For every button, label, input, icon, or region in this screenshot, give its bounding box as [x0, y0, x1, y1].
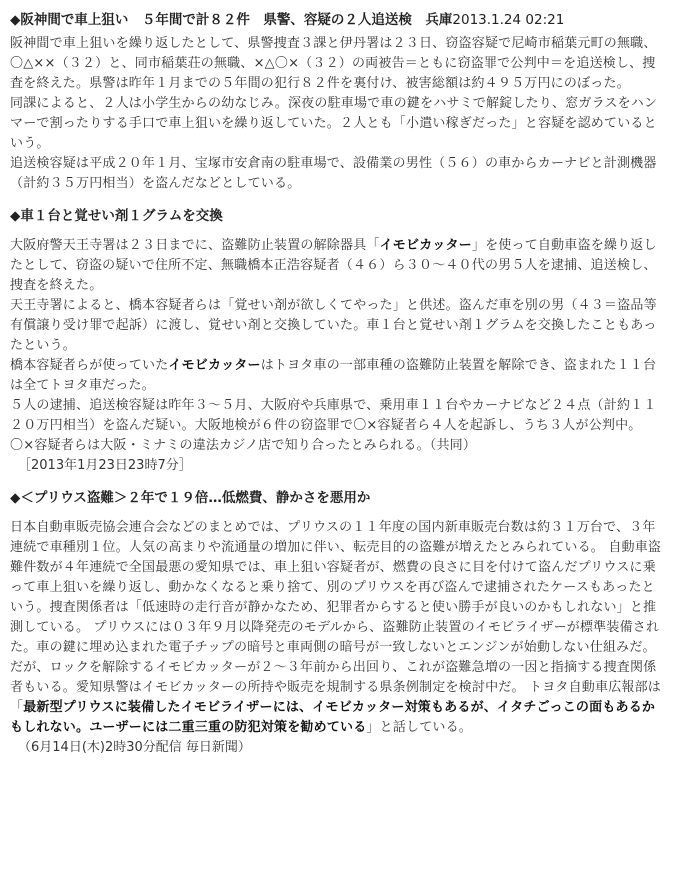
article-paragraph: 天王寺署によると、橋本容疑者らは「覚せい剤が欲しくてやった」と供述。盗んだ車を別の男（４３＝盗品等有償譲り受け罪で起訴）に渡し、覚せい剤と交換していた。車１台と覚せい剤１グラムを交換したこともあったという。 — [10, 298, 657, 353]
keyword-immobi-cutter: イモビカッター — [168, 358, 261, 373]
article-paragraph: ５人の逮捕、追送検容疑は昨年３～５月、大阪府や兵庫県で、乗用車１１台やカーナビなど２４点（計約１１２０万円相当）を盗んだ疑い。大阪地検が６件の窃盗罪で〇×容疑者ら４人を起訴し、うち３人が公判中。 — [10, 398, 657, 433]
article-paragraph: 大阪府警天王寺署は２３日までに、盗難防止装置の解除器具「イモビカッター」を使って自動車盗を繰り返したとして、窃盗の疑いで住所不定、無職橋本正浩容疑者（４６）ら３０～４０代の男５人を逮捕、追送検し、捜査を終えた。 — [10, 238, 657, 293]
article-paragraph: 橋本容疑者らが使っていたイモビカッターはトヨタ車の一部車種の盗難防止装置を解除でき、盗まれた１１台は全てトヨタ車だった。 — [10, 358, 657, 393]
article-paragraph: 〇×容疑者らは大阪・ミナミの違法カジノ店で知り合ったとみられる。（共同） — [10, 438, 477, 453]
article-hanshin — [10, 10, 668, 194]
article-paragraph: 追送検容疑は平成２０年１月、宝塚市安倉南の駐車場で、設備業の男性（５６）の車からカーナビと計測機器（計約３５万円相当）を盗んだなどとしている。 — [10, 156, 657, 191]
article-prius-theft — [10, 488, 668, 758]
article-paragraph: 日本自動車販売協会連合会などのまとめでは、プリウスの１１年度の国内新車販売台数は約３１万台で、３年連続で車種別１位。人気の高まりや流通量の増加に伴い、転売目的の盗難が増えたとみられている。 自動車盗難件数が４年連続で全国最悪の愛知県では、車上狙い容疑者が、燃費の良さに目を付けて盗んだプリウスに乗って車上狙いを繰り返し、動かなくなると乗り捨て、別のプリウスを再び盗んで逮捕されたケースもあったという。捜査関係者は「低速時の走行音が静かなため、犯罪者からすると使い勝手が良いのかもしれない」と推測している。 プリウスには０３年９月以降発売のモデルから、盗難防止装置のイモビライザーが標準装備された。車の鍵に埋め込まれた電子チップの暗号と車両側の暗号が一致しないとエンジンが始動しない仕組みだ。だが、ロックを解除するイモビカッターが２～３年前から出回り、これが盗難急増の一因と指摘する捜査関係者もいる。愛知県警はイモビカッターの所持や販売を規制する県条例制定を検討中だ。 トヨタ自動車広報部は「最新型プリウスに装備したイモビライザーには、イモビカッター対策もあるが、イタチごっこの面もあるかもしれない。ユーザーには二重三重の防犯対策を勧めている」と話している。 — [10, 520, 662, 735]
article-dateline: （6月14日(木)2時30分配信 毎日新聞） — [18, 740, 251, 755]
toyota-quote: 最新型プリウスに装備したイモビライザーには、イモビカッター対策もあるが、イタチごっこの面もあるかもしれない。ユーザーには二重三重の防犯対策を勧めている — [10, 700, 656, 735]
keyword-immobi-cutter: イモビカッター — [379, 238, 472, 253]
article-headline: ◆車１台と覚せい剤１グラムを交換 — [10, 208, 223, 224]
article-stimulant-trade — [10, 206, 668, 476]
article-paragraph: 同課によると、２人は小学生からの幼なじみ。深夜の駐車場で車の鍵をハサミで解錠したり、窓ガラスをハンマーで割ったりする手口で車上狙いを繰り返していた。２人とも「小遣い稼ぎだった」と容疑を認めているという。 — [10, 96, 658, 151]
article-dateline: ［2013年1月23日23時7分］ — [18, 458, 192, 473]
article-paragraph: 阪神間で車上狙いを繰り返したとして、県警捜査３課と伊丹署は２３日、窃盗容疑で尼崎市稲葉元町の無職、〇△××（３２）と、同市稲葉荘の無職、×△〇×（３２）の両被告＝ともに窃盗罪で公判中＝を追送検し、捜査を終えた。県警は昨年１月までの５年間の犯行８２件を裏付け、被害総額は約４９５万円にのぼった。 — [10, 36, 657, 91]
article-headline: ◆＜プリウス盗難＞２年で１９倍…低燃費、静かさを悪用か — [10, 490, 371, 506]
article-headline: ◆阪神間で車上狙い ５年間で計８２件 県警、容疑の２人追送検 兵庫2013.1.24 02:21 — [10, 12, 565, 28]
article-timestamp: 2013.1.24 02:21 — [452, 12, 565, 28]
